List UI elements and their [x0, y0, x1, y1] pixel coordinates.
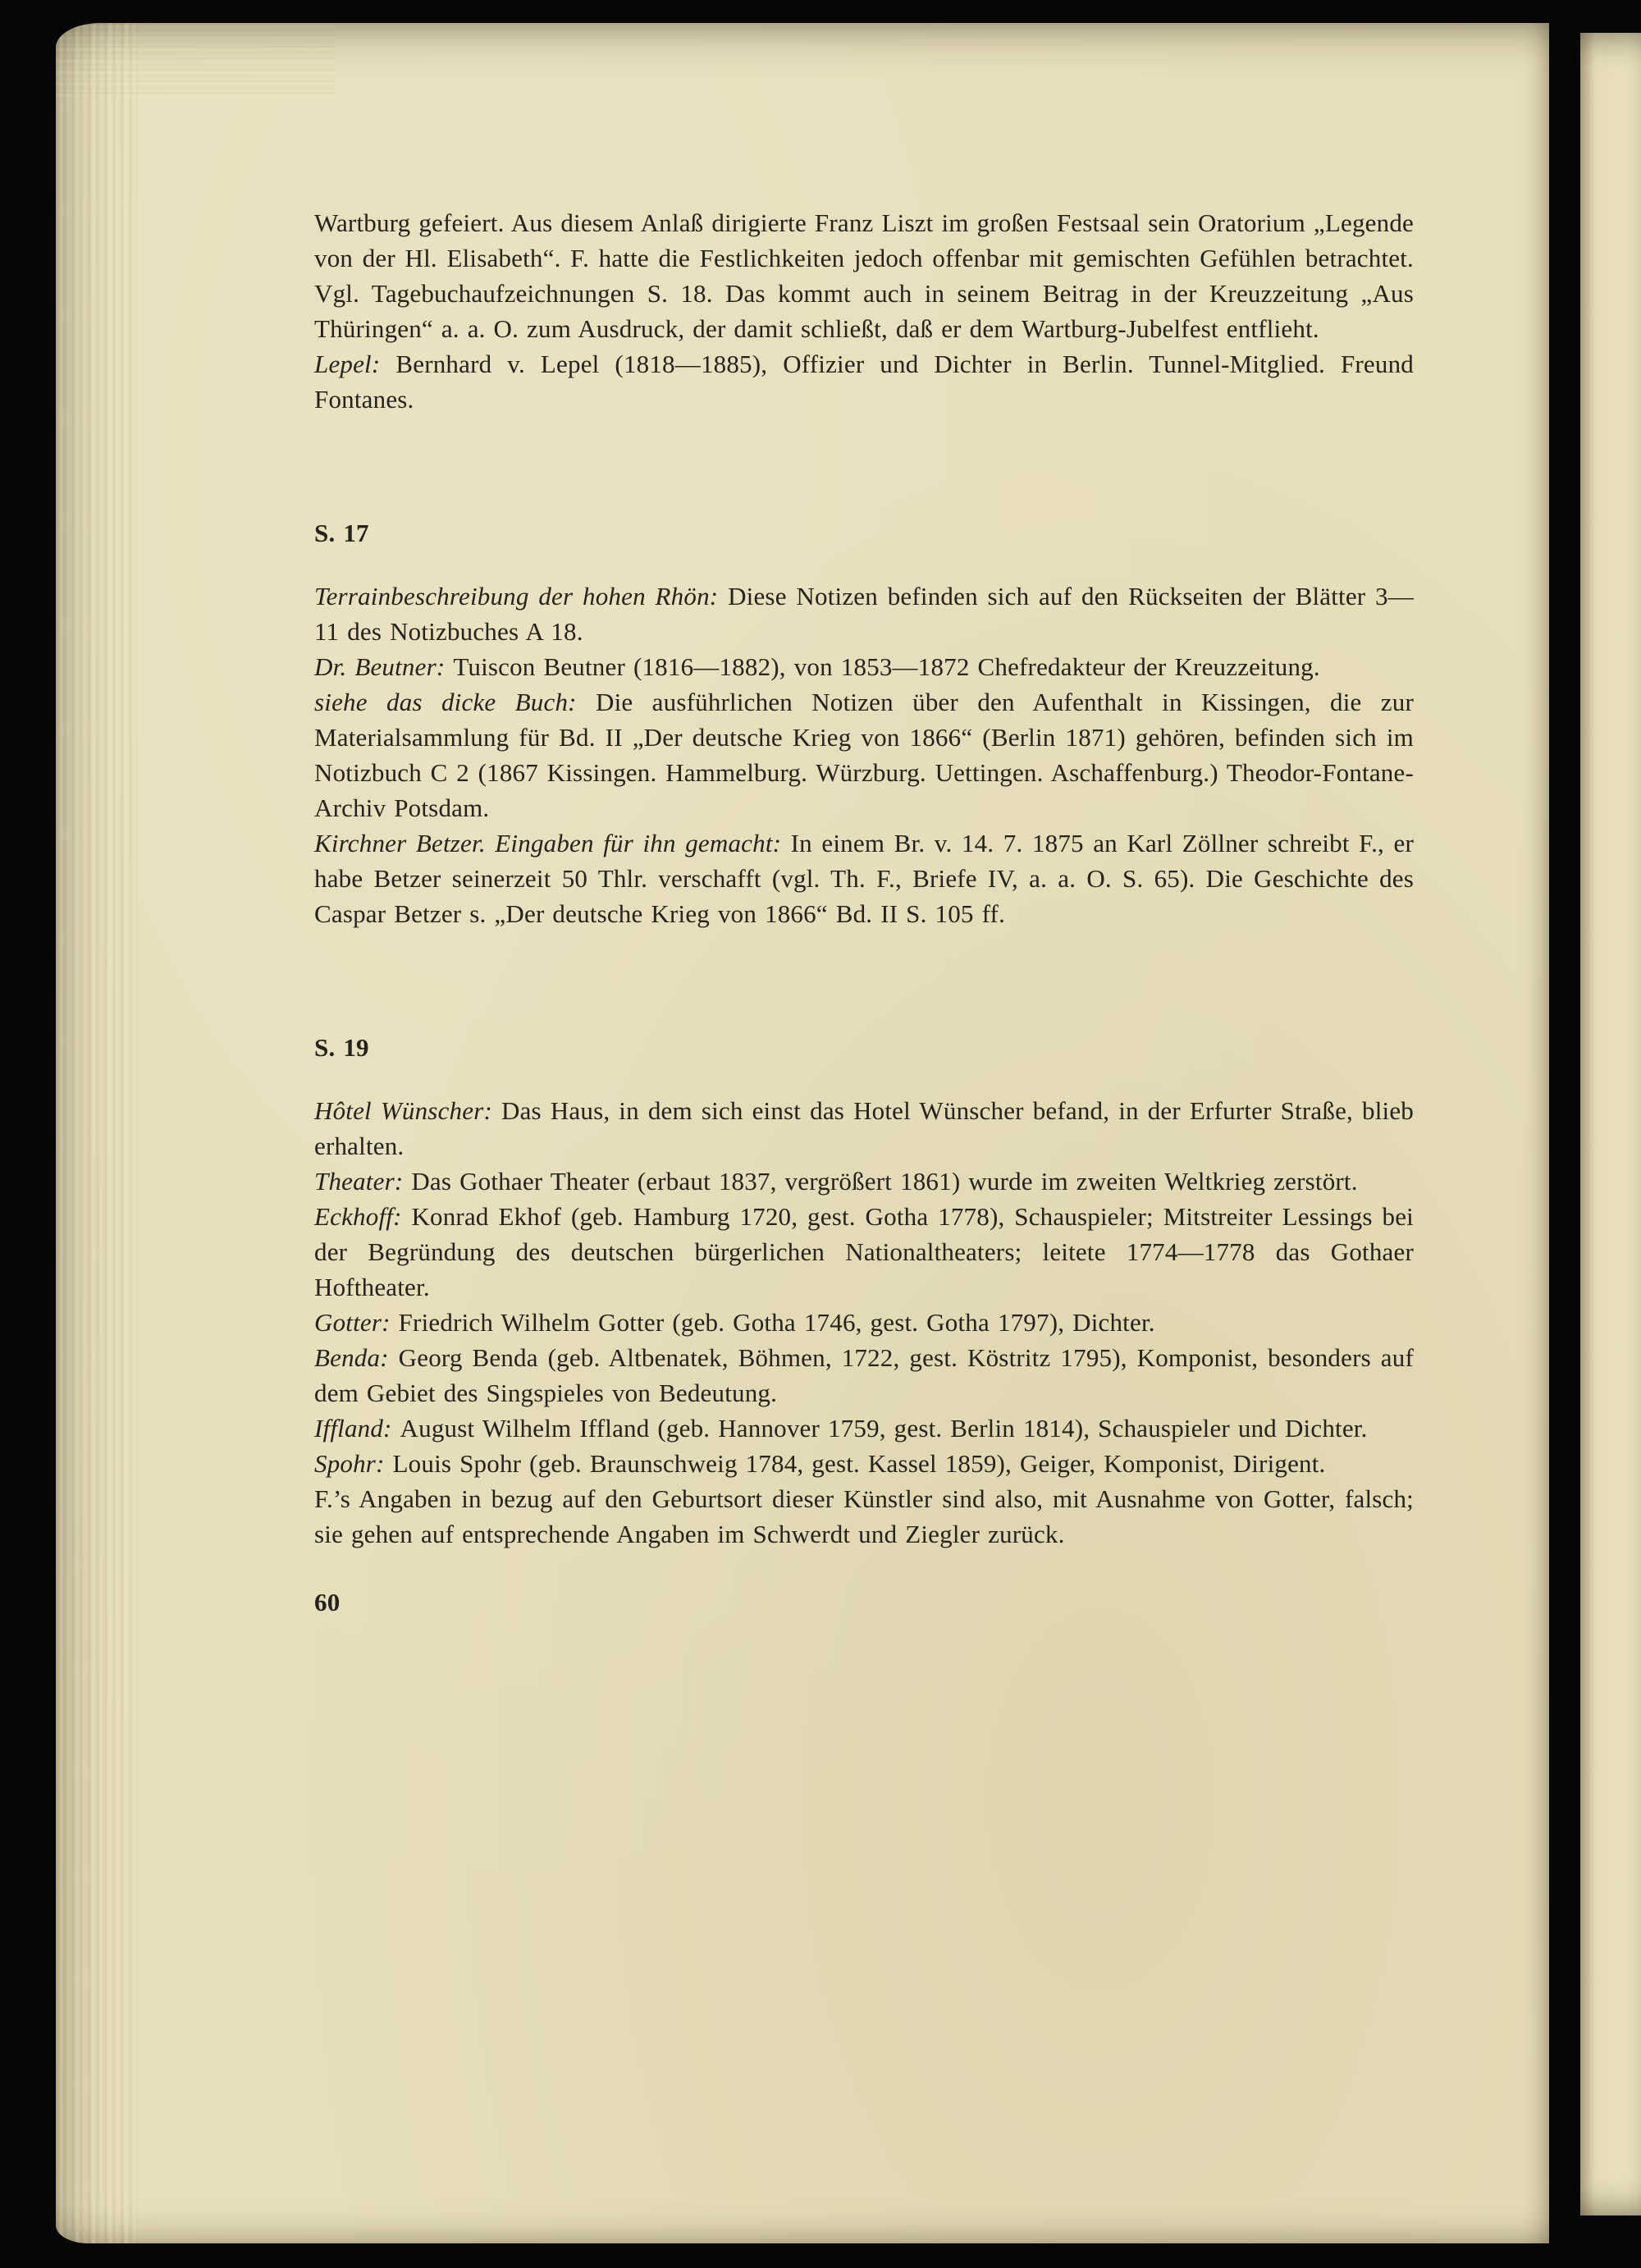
entry-text: Die ausführlichen Notizen über den Aufenthalt in Kissingen, die zur Materialsammlung für Bd. II „Der deutsche Krieg von 1866“ (Berlin 1871) gehören, befinden sich im Notizbuch C 2 (1867 Kissingen. Hammelburg. Würzburg. Uettingen. Aschaffenburg.) Theodor-Fontane-Archiv Potsdam.: [314, 688, 1414, 822]
paragraph: [314, 1305, 1414, 1340]
entry-lead: Eckhoff:: [314, 1202, 412, 1231]
page-edge-stack-top: [56, 23, 335, 97]
entry-text: Das Gothaer Theater (erbaut 1837, vergrößert 1861) wurde im zweiten Weltkrieg zerstört.: [411, 1167, 1358, 1196]
entry-lead: Benda:: [314, 1343, 399, 1372]
entry-text: August Wilhelm Iffland (geb. Hannover 1759, gest. Berlin 1814), Schauspieler und Dichter.: [400, 1414, 1368, 1443]
entry-lead: Iffland:: [314, 1414, 400, 1443]
section-heading: S. 19: [314, 1033, 369, 1062]
entry-lead: Dr. Beutner:: [314, 652, 454, 681]
paragraph: [314, 1093, 1414, 1164]
entry-lead: Terrainbeschreibung der hohen Rhön:: [314, 582, 729, 610]
entry-lead: siehe das dicke Buch:: [314, 688, 596, 716]
entry-text: Tuiscon Beutner (1816—1882), von 1853—1872 Chefredakteur der Kreuzzeitung.: [453, 652, 1320, 681]
entry-lead: Spohr:: [314, 1449, 393, 1478]
paragraph: [314, 825, 1414, 931]
paragraph: [314, 1481, 1414, 1552]
paragraph: [314, 684, 1414, 825]
entry-text: In einem Br. v. 14. 7. 1875 an Karl Zöllner schreibt F., er habe Betzer seinerzeit 50 Thlr. verschafft (vgl. Th. F., Briefe IV, a. a. O. S. 65). Die Geschichte des Caspar Betzer s. „Der deutsche Krieg von 1866“ Bd. II S. 105 ff.: [314, 829, 1414, 928]
paragraph: [314, 578, 1414, 649]
entry-text: Diese Notizen befinden sich auf den Rückseiten der Blätter 3—11 des Notizbuches A 18.: [314, 582, 1414, 646]
entry-text: Das Haus, in dem sich einst das Hotel Wünscher befand, in der Erfurter Straße, blieb erhalten.: [314, 1096, 1414, 1160]
paragraph: [314, 649, 1414, 684]
entry-text: F.’s Angaben in bezug auf den Geburtsort dieser Künstler sind also, mit Ausnahme von Gotter, falsch; sie gehen auf entsprechende Angaben im Schwerdt und Ziegler zurück.: [314, 1484, 1414, 1548]
entry-lead: Hôtel Wünscher:: [314, 1096, 501, 1125]
paragraph: [314, 1411, 1414, 1446]
paragraph: [314, 1446, 1414, 1481]
entry-text: Bernhard v. Lepel (1818—1885), Offizier und Dichter in Berlin. Tunnel-Mitglied. Freund Fontanes.: [314, 350, 1414, 414]
page-number: 60: [314, 1588, 341, 1616]
entry-lead: Gotter:: [314, 1308, 399, 1337]
section-heading: S. 17: [314, 519, 369, 547]
entry-text: Georg Benda (geb. Altbenatek, Böhmen, 1722, gest. Köstritz 1795), Komponist, besonders auf dem Gebiet des Singspieles von Bedeutung.: [314, 1343, 1414, 1407]
text-block: [314, 205, 1414, 1620]
paragraph-container: [314, 205, 1414, 1552]
paragraph: [314, 1199, 1414, 1305]
entry-lead: Lepel:: [314, 350, 396, 378]
page-edge-stack-left: [56, 23, 138, 2243]
entry-lead: Theater:: [314, 1167, 412, 1196]
entry-text: Friedrich Wilhelm Gotter (geb. Gotha 1746, gest. Gotha 1797), Dichter.: [398, 1308, 1155, 1337]
paragraph: [314, 1340, 1414, 1411]
entry-text: Louis Spohr (geb. Braunschweig 1784, gest. Kassel 1859), Geiger, Komponist, Dirigent.: [392, 1449, 1326, 1478]
adjacent-page-edge: [1580, 33, 1641, 2215]
entry-lead: Kirchner Betzer. Eingaben für ihn gemacht:: [314, 829, 791, 857]
entry-text: Wartburg gefeiert. Aus diesem Anlaß dirigierte Franz Liszt im großen Festsaal sein Oratorium „Legende von der Hl. Elisabeth“. F. hatte die Festlichkeiten jedoch offenbar mit gemischten Gefühlen betrachtet. Vgl. Tagebuchaufzeichnungen S. 18. Das kommt auch in seinem Beitrag in der Kreuzzeitung „Aus Thüringen“ a. a. O. zum Ausdruck, der damit schließt, daß er dem Wartburg-Jubelfest entflieht.: [314, 208, 1414, 343]
paragraph: [314, 1164, 1414, 1199]
paragraph: [314, 205, 1414, 346]
paragraph: [314, 346, 1414, 417]
book-page: [56, 23, 1549, 2243]
entry-text: Konrad Ekhof (geb. Hamburg 1720, gest. Gotha 1778), Schauspieler; Mitstreiter Lessings bei der Begründung des deutschen bürgerlichen Nationaltheaters; leitete 1774—1778 das Gothaer Hoftheater.: [314, 1202, 1414, 1301]
